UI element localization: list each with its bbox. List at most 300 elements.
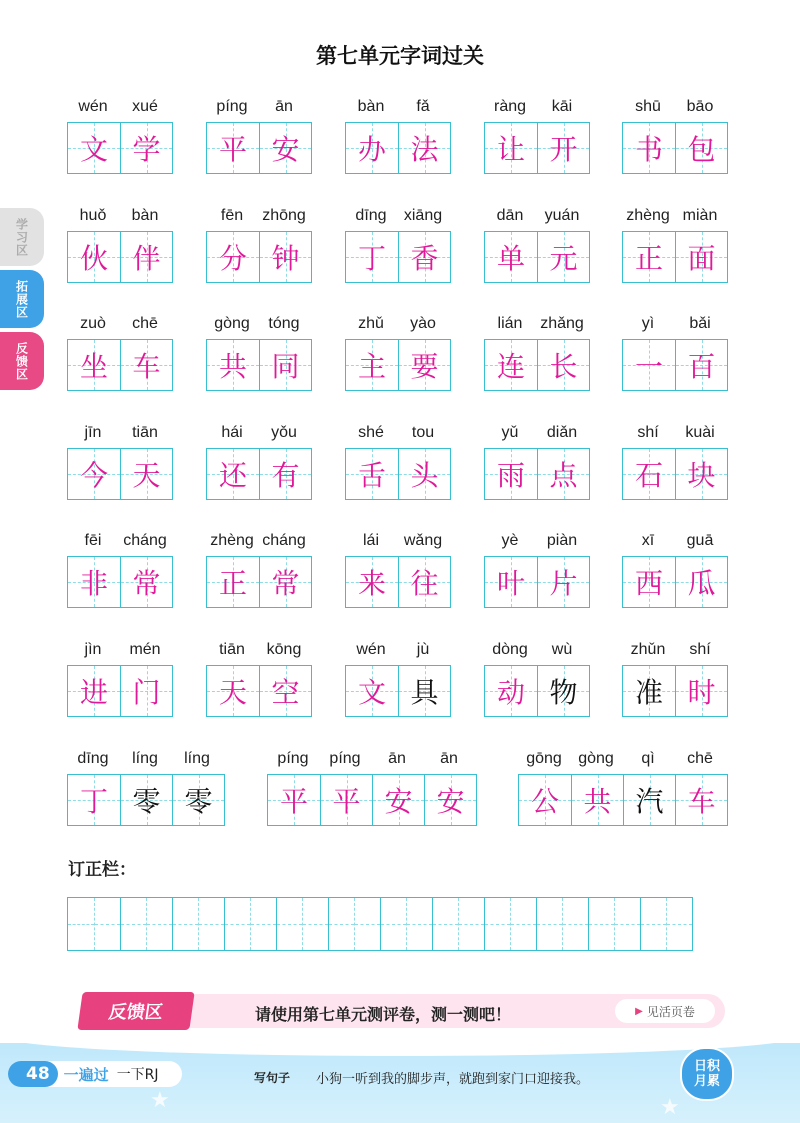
character-cell <box>259 449 311 499</box>
character-cell <box>68 340 120 390</box>
character: 瓜 <box>687 567 716 601</box>
character-cell <box>519 775 571 825</box>
pinyin-syllable: líng <box>184 750 210 767</box>
character: 雨 <box>496 458 525 492</box>
correction-grid[interactable] <box>67 897 693 951</box>
word-card <box>206 532 312 608</box>
character-boxes <box>484 231 590 283</box>
character: 面 <box>687 241 716 275</box>
pinyin-row <box>622 424 728 446</box>
character-cell <box>172 775 224 825</box>
character: 文 <box>79 133 108 166</box>
pinyin-syllable: chē <box>687 750 713 767</box>
correction-cell[interactable] <box>302 898 328 950</box>
series-name: 一遍过 <box>63 1065 109 1084</box>
word-card <box>622 315 728 391</box>
character: 零 <box>132 785 161 818</box>
character-cell <box>675 340 727 390</box>
pinyin-syllable: wén <box>78 98 108 115</box>
word-card <box>67 98 173 174</box>
pinyin-syllable: shí <box>689 641 711 658</box>
pinyin-syllable: gòng <box>214 315 250 333</box>
character: 汽 <box>635 785 664 818</box>
pinyin-syllable: bǎi <box>689 315 711 333</box>
character-boxes <box>622 231 728 283</box>
character: 时 <box>687 676 716 709</box>
character-cell <box>537 557 589 607</box>
pinyin-syllable: xiāng <box>403 206 443 224</box>
character-cell <box>320 775 372 825</box>
pinyin-syllable: kuài <box>685 423 715 441</box>
character-boxes <box>345 665 451 717</box>
pinyin-row <box>484 424 590 446</box>
character-cell <box>623 775 675 825</box>
correction-cell[interactable] <box>432 898 458 950</box>
pinyin-syllable: xī <box>641 532 655 550</box>
character: 石 <box>634 458 663 492</box>
correction-cell[interactable] <box>640 898 666 950</box>
pinyin-syllable: piàn <box>546 532 578 550</box>
correction-cell[interactable] <box>120 898 146 950</box>
side-tabs <box>0 208 48 394</box>
character-boxes <box>345 122 451 174</box>
word-card <box>67 207 173 283</box>
character-cell <box>120 557 172 607</box>
pinyin-syllable: zhōng <box>262 206 306 224</box>
character: 动 <box>496 676 525 709</box>
word-card <box>206 315 312 391</box>
character-cell <box>485 666 537 716</box>
character-cell <box>537 449 589 499</box>
pinyin-syllable: chē <box>132 315 158 333</box>
pinyin-row <box>345 424 451 446</box>
character-cell <box>259 666 311 716</box>
character-cell <box>675 232 727 282</box>
daily-accumulation-badge <box>680 1047 734 1101</box>
character-cell <box>120 340 172 390</box>
character: 平 <box>218 133 247 166</box>
pinyin-row <box>206 98 312 120</box>
correction-cell[interactable] <box>198 898 224 950</box>
character-cell <box>675 775 727 825</box>
character: 往 <box>410 567 439 601</box>
character: 舌 <box>357 458 386 492</box>
pinyin-row <box>267 750 477 772</box>
correction-cell[interactable] <box>406 898 432 950</box>
character: 块 <box>687 458 716 492</box>
character: 有 <box>271 458 300 492</box>
character-cell <box>485 449 537 499</box>
character-boxes <box>67 231 173 283</box>
character: 常 <box>132 567 161 601</box>
correction-cell[interactable] <box>484 898 510 950</box>
character-cell <box>623 232 675 282</box>
character-cell <box>346 232 398 282</box>
pinyin-syllable: yǒu <box>271 423 297 441</box>
correction-cell[interactable] <box>588 898 614 950</box>
pinyin-row <box>67 641 173 663</box>
character-boxes <box>484 339 590 391</box>
character-cell <box>571 775 623 825</box>
correction-cell[interactable] <box>68 898 94 950</box>
character-cell <box>398 666 450 716</box>
character: 车 <box>132 350 161 384</box>
pinyin-syllable: guā <box>686 532 714 550</box>
character-cell <box>259 557 311 607</box>
pinyin-syllable: lián <box>497 315 523 333</box>
character-cell <box>346 123 398 173</box>
character-cell <box>623 666 675 716</box>
page-number: 48 <box>8 1061 58 1087</box>
character: 还 <box>218 458 247 492</box>
badge-line-2: 月累 <box>693 1074 720 1089</box>
pinyin-syllable: yuán <box>544 206 580 224</box>
pinyin-row <box>345 98 451 120</box>
character: 法 <box>410 133 439 166</box>
character-cell <box>537 340 589 390</box>
correction-cell[interactable] <box>510 898 536 950</box>
word-card <box>622 641 728 717</box>
pinyin-syllable: dān <box>496 206 524 224</box>
pinyin-syllable: miàn <box>682 206 718 224</box>
pinyin-row <box>67 98 173 120</box>
character: 门 <box>132 676 161 709</box>
pinyin-syllable: jù <box>416 641 430 658</box>
star-icon: ★ <box>660 1095 680 1120</box>
word-card <box>484 532 590 608</box>
character: 连 <box>496 350 525 384</box>
character-cell <box>485 340 537 390</box>
side-tab-study[interactable]: 学习区 <box>0 208 44 266</box>
pinyin-syllable: ān <box>388 750 406 767</box>
pinyin-row <box>67 750 225 772</box>
character: 丁 <box>357 241 386 275</box>
character-cell <box>623 557 675 607</box>
pinyin-syllable: shé <box>358 423 384 441</box>
pinyin-syllable: gōng <box>526 750 562 767</box>
character: 准 <box>634 676 663 709</box>
pinyin-syllable: kōng <box>266 641 302 658</box>
character: 学 <box>132 133 161 166</box>
correction-cell[interactable] <box>146 898 172 950</box>
see-worksheet-label: 见活页卷 <box>646 1004 695 1019</box>
correction-cell[interactable] <box>536 898 562 950</box>
page-title: 第七单元字词过关 <box>316 44 484 68</box>
pinyin-row <box>518 750 728 772</box>
correction-cell[interactable] <box>562 898 588 950</box>
character-boxes <box>206 665 312 717</box>
character-cell <box>120 775 172 825</box>
character-cell <box>372 775 424 825</box>
example-sentence: 小狗一听到我的脚步声，就跑到家门口迎接我。 <box>316 1072 590 1087</box>
character-boxes <box>484 448 590 500</box>
correction-cell[interactable] <box>614 898 640 950</box>
pinyin-syllable: fēi <box>84 532 102 550</box>
correction-cell[interactable] <box>172 898 198 950</box>
pinyin-row <box>206 424 312 446</box>
character: 文 <box>357 676 386 709</box>
correction-cell[interactable] <box>328 898 354 950</box>
page-pill <box>8 1061 182 1087</box>
correction-cell[interactable] <box>250 898 276 950</box>
character-boxes <box>67 448 173 500</box>
feedback-tag: 反馈区 <box>77 992 194 1030</box>
character: 头 <box>410 458 439 492</box>
pinyin-row <box>484 532 590 554</box>
character: 进 <box>79 676 108 709</box>
word-card <box>345 207 451 283</box>
character-boxes <box>622 122 728 174</box>
character-cell <box>346 340 398 390</box>
character-boxes <box>622 339 728 391</box>
pinyin-syllable: bāo <box>686 98 714 115</box>
pinyin-syllable: cháng <box>123 532 167 550</box>
pinyin-row <box>622 315 728 337</box>
pinyin-syllable: mén <box>129 641 161 658</box>
word-card <box>484 315 590 391</box>
character: 来 <box>357 567 386 601</box>
word-card <box>484 98 590 174</box>
character-boxes <box>206 339 312 391</box>
character-cell <box>398 449 450 499</box>
pinyin-syllable: píng <box>216 98 248 115</box>
character-cell <box>68 775 120 825</box>
word-card <box>484 641 590 717</box>
pinyin-row <box>484 207 590 229</box>
character: 平 <box>279 785 308 818</box>
character-cell <box>120 232 172 282</box>
pinyin-syllable: tiān <box>132 423 158 441</box>
correction-label: 订正栏： <box>68 860 136 880</box>
word-card <box>345 532 451 608</box>
character-boxes <box>345 448 451 500</box>
sentence-label: 写句子 <box>254 1071 291 1085</box>
character-cell <box>68 232 120 282</box>
word-card <box>622 98 728 174</box>
character-cell <box>398 557 450 607</box>
character-cell <box>120 123 172 173</box>
correction-cell[interactable] <box>224 898 250 950</box>
word-card <box>206 98 312 174</box>
word-card <box>345 315 451 391</box>
side-tab-extend[interactable]: 拓展区 <box>0 270 44 328</box>
character-cell <box>424 775 476 825</box>
character-boxes <box>484 122 590 174</box>
character: 空 <box>271 676 300 709</box>
star-icon: ★ <box>150 1088 170 1113</box>
pinyin-syllable: jīn <box>84 423 102 441</box>
correction-cell[interactable] <box>276 898 302 950</box>
character: 零 <box>184 785 213 818</box>
pinyin-row <box>345 641 451 663</box>
character-boxes <box>206 122 312 174</box>
pinyin-syllable: qì <box>641 750 655 767</box>
pinyin-syllable: dòng <box>492 641 528 658</box>
pinyin-syllable: fēn <box>220 206 244 224</box>
character-cell <box>623 340 675 390</box>
pinyin-row <box>622 532 728 554</box>
pinyin-row <box>484 315 590 337</box>
word-card <box>67 532 173 608</box>
character-cell <box>675 557 727 607</box>
character-cell <box>268 775 320 825</box>
character: 伙 <box>79 241 108 275</box>
character-cell <box>623 123 675 173</box>
character: 天 <box>132 458 161 492</box>
pinyin-syllable: tiān <box>219 641 245 658</box>
character-boxes <box>345 556 451 608</box>
pinyin-syllable: fǎ <box>416 98 430 115</box>
pinyin-row <box>67 424 173 446</box>
character-cell <box>259 232 311 282</box>
character-cell <box>398 123 450 173</box>
correction-cell[interactable] <box>666 898 692 950</box>
word-card <box>67 750 225 826</box>
pinyin-syllable: cháng <box>262 532 306 550</box>
character: 点 <box>549 458 578 492</box>
word-card <box>484 207 590 283</box>
character-cell <box>346 557 398 607</box>
character-boxes <box>67 339 173 391</box>
character: 共 <box>583 785 612 818</box>
character: 伴 <box>132 241 161 275</box>
word-card <box>206 207 312 283</box>
character-cell <box>68 666 120 716</box>
character: 开 <box>549 133 578 166</box>
pinyin-syllable: jìn <box>84 641 102 658</box>
character-cell <box>485 232 537 282</box>
character-cell <box>485 557 537 607</box>
character-boxes <box>67 665 173 717</box>
pinyin-row <box>67 207 173 229</box>
character: 百 <box>687 350 716 384</box>
pinyin-row <box>67 315 173 337</box>
character: 公 <box>530 785 559 818</box>
correction-cell[interactable] <box>94 898 120 950</box>
character: 要 <box>410 350 439 384</box>
character-cell <box>259 123 311 173</box>
correction-cell[interactable] <box>458 898 484 950</box>
feedback-bar <box>70 988 725 1034</box>
character: 常 <box>271 567 300 601</box>
character: 单 <box>496 241 525 275</box>
pinyin-syllable: zhǎng <box>540 315 584 333</box>
pinyin-row <box>206 532 312 554</box>
character: 安 <box>384 785 413 818</box>
word-card <box>206 641 312 717</box>
feedback-message: 请使用第七单元测评卷，测一测吧！ <box>255 1005 512 1024</box>
character: 长 <box>549 350 578 384</box>
character-cell <box>120 666 172 716</box>
word-card <box>622 207 728 283</box>
pinyin-row <box>206 315 312 337</box>
character: 书 <box>634 133 663 166</box>
character-boxes <box>484 665 590 717</box>
side-tab-feedback[interactable]: 反馈区 <box>0 332 44 390</box>
word-card <box>622 532 728 608</box>
pinyin-syllable: wén <box>356 641 386 658</box>
pinyin-syllable: zuò <box>80 315 106 333</box>
character: 丁 <box>79 785 108 818</box>
character: 具 <box>410 676 439 709</box>
word-card <box>622 424 728 500</box>
character-cell <box>675 123 727 173</box>
pinyin-row <box>345 315 451 337</box>
character-cell <box>537 123 589 173</box>
word-card <box>67 424 173 500</box>
character: 物 <box>549 676 578 709</box>
word-card <box>484 424 590 500</box>
correction-cell[interactable] <box>354 898 380 950</box>
character: 共 <box>218 350 247 384</box>
pinyin-syllable: xué <box>132 98 158 115</box>
pinyin-syllable: yào <box>410 315 436 333</box>
character: 让 <box>496 133 525 166</box>
character: 叶 <box>496 567 525 601</box>
word-card <box>345 424 451 500</box>
character-cell <box>346 449 398 499</box>
character: 安 <box>271 133 300 166</box>
play-triangle-icon: ▶ <box>635 1005 643 1017</box>
character: 车 <box>687 785 716 818</box>
pinyin-syllable: hái <box>221 423 243 441</box>
character-cell <box>675 666 727 716</box>
pinyin-syllable: píng <box>277 750 309 767</box>
character-boxes <box>484 556 590 608</box>
pinyin-row <box>622 98 728 120</box>
see-worksheet-button[interactable] <box>615 999 715 1023</box>
character: 安 <box>436 785 465 818</box>
pinyin-syllable: tou <box>411 423 435 441</box>
character-boxes <box>206 556 312 608</box>
grade-label: 一下RJ <box>116 1067 159 1083</box>
character-cell <box>207 232 259 282</box>
pinyin-syllable: lái <box>362 532 379 550</box>
word-card <box>267 750 477 826</box>
character-cell <box>346 666 398 716</box>
pinyin-row <box>206 207 312 229</box>
character-boxes <box>67 122 173 174</box>
character: 主 <box>357 350 386 384</box>
pinyin-syllable: tóng <box>268 315 300 333</box>
character-cell <box>207 340 259 390</box>
character-cell <box>398 232 450 282</box>
pinyin-row <box>345 532 451 554</box>
character-cell <box>207 123 259 173</box>
character-boxes <box>622 556 728 608</box>
character: 元 <box>549 241 578 275</box>
pinyin-syllable: bàn <box>357 98 385 115</box>
pinyin-syllable: shí <box>637 423 659 441</box>
character-cell <box>207 666 259 716</box>
character: 平 <box>332 785 361 818</box>
character: 片 <box>549 567 578 601</box>
character-cell <box>207 557 259 607</box>
pinyin-syllable: shū <box>635 98 661 115</box>
pinyin-syllable: yǔ <box>501 423 519 441</box>
correction-cell[interactable] <box>380 898 406 950</box>
word-card <box>518 750 728 826</box>
character: 非 <box>79 567 108 601</box>
pinyin-syllable: píng <box>329 750 361 767</box>
character-boxes <box>622 448 728 500</box>
badge-line-1: 日积 <box>693 1059 720 1074</box>
character-cell <box>68 123 120 173</box>
character-boxes <box>518 774 728 826</box>
character: 天 <box>218 676 247 709</box>
pinyin-row <box>622 207 728 229</box>
pinyin-syllable: ān <box>440 750 458 767</box>
